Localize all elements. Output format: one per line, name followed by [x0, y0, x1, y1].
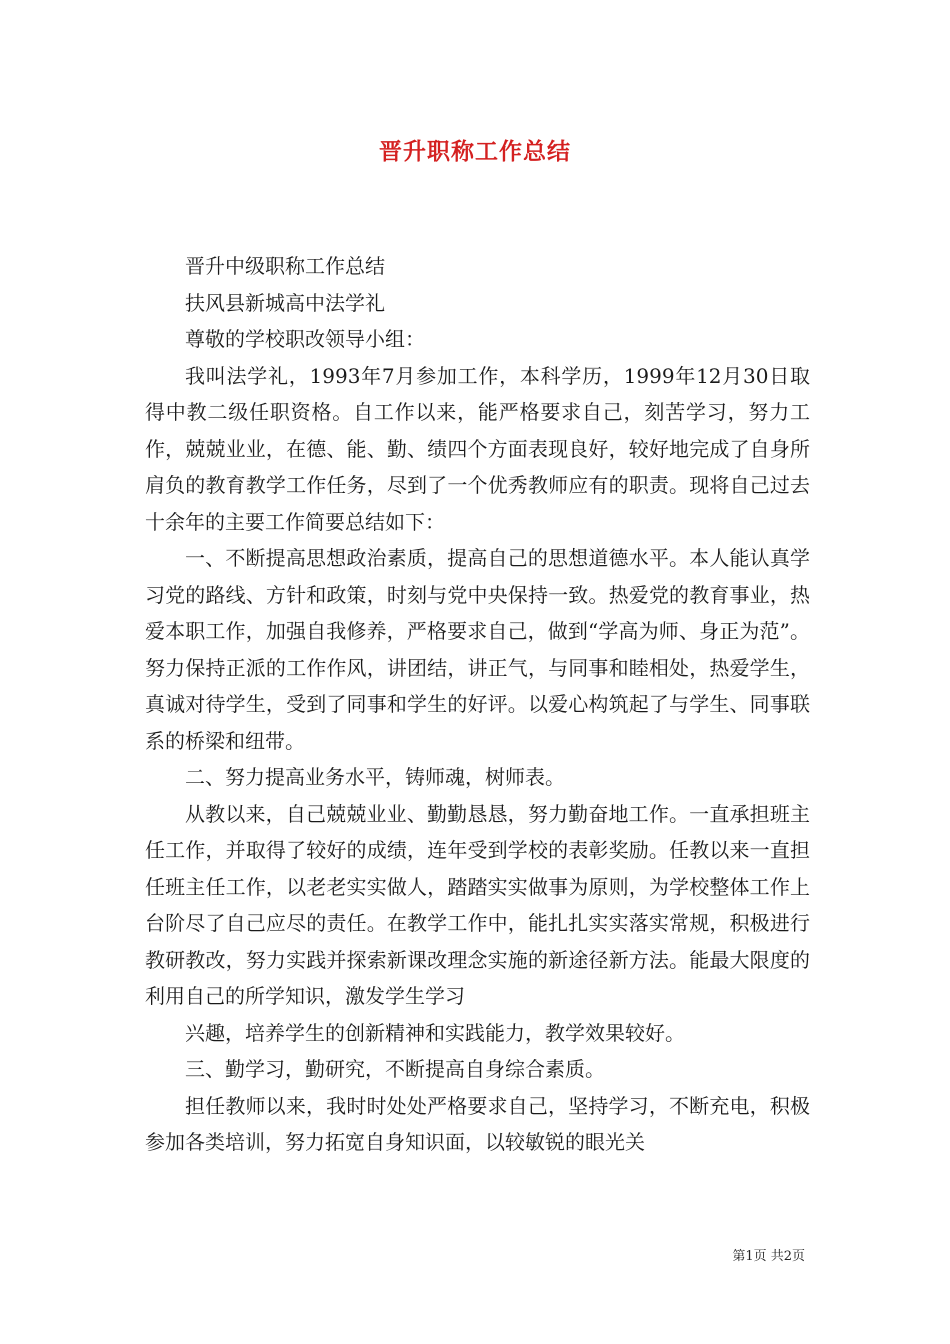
paragraph-section-1: 一、不断提高思想政治素质，提高自己的思想道德水平。本人能认真学习党的路线、方针和政策，时刻与党中央保持一致。热爱党的教育事业，热爱本职工作，加强自我修养，严格要求自己，做到“学高为师、身正为范”。努力保持正派的工作作风，讲团结，讲正气，与同事和睦相处，热爱学生，真诚对待学生，受到了同事和学生的好评。以爱心构筑起了与学生、同事联系的桥梁和纽带。 — [145, 546, 810, 753]
document-body — [145, 248, 810, 1161]
document-title: 晋升职称工作总结 — [379, 138, 571, 165]
paragraph-section-3: 担任教师以来，我时时处处严格要求自己，坚持学习，不断充电，积极参加各类培训，努力拓宽自身知识面，以较敏锐的眼光关 — [145, 1093, 810, 1154]
author-line: 扶风县新城高中法学礼 — [185, 290, 385, 315]
section-2-heading: 二、努力提高业务水平，铸师魂，树师表。 — [185, 765, 565, 789]
paragraph-section-2-continued: 兴趣，培养学生的创新精神和实践能力，教学效果较好。 — [185, 1020, 685, 1045]
salutation-line: 尊敬的学校职改领导小组： — [185, 327, 425, 351]
paragraph-intro: 我叫法学礼，1993年7月参加工作，本科学历，1999年12月30日取得中教二级任职资格。自工作以来，能严格要求自己，刻苦学习，努力工作，兢兢业业，在德、能、勤、绩四个方面表现良好，较好地完成了自身所肩负的教育教学工作任务，尽到了一个优秀教师应有的职责。现将自己过去十余年的主要工作简要总结如下： — [145, 363, 810, 534]
section-3-heading: 三、勤学习，勤研究，不断提高自身综合素质。 — [185, 1057, 605, 1081]
heading-line: 晋升中级职称工作总结 — [185, 254, 385, 278]
paragraph-section-2: 从教以来，自己兢兢业业、勤勤恳恳，努力勤奋地工作。一直承担班主任工作，并取得了较好的成绩，连年受到学校的表彰奖励。任教以来一直担任班主任工作，以老老实实做人，踏踏实实做事为原则，为学校整体工作上台阶尽了自己应尽的责任。在教学工作中，能扎扎实实落实常规，积极进行教研教改，努力实践并探索新课改理念实施的新途径新方法。能最大限度的利用自己的所学知识，激发学生学习 — [145, 801, 810, 1008]
page-number-footer: 第1页 共2页 — [732, 1249, 805, 1264]
